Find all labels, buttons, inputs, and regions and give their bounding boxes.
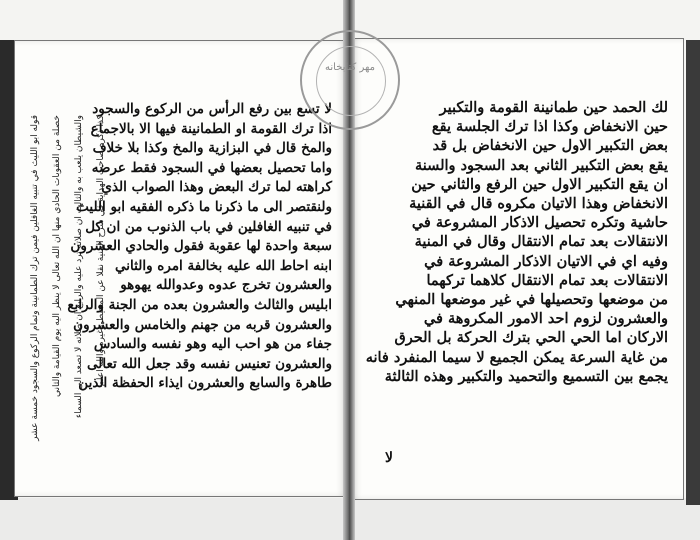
text-line: ابليس والثالث والعشرون بعده من الجنة والرابع (67, 296, 332, 313)
library-seal-stamp (300, 30, 400, 130)
text-line: طاهرة والسابع والعشرون ايذاء الحفظة الذين (78, 375, 332, 392)
text-line: يقع بعض التكبير الثاني بعد السجود والسنة (415, 156, 668, 174)
seal-inner-ring (316, 46, 386, 116)
text-line: الانخفاض وهذا الاتيان مكروه قال في القنية (409, 195, 668, 213)
margin-note-line: كذا ذكره صاحب الهداية في شرح المنية نقلا عن المحيط وغيره والله اعلم (96, 115, 106, 387)
text-line: كراهته لما ترك البعض وهذا الصواب الذي (101, 179, 332, 196)
text-line: من غاية السرعة يمكن الجميع لا سيما المنفرد فانه (365, 348, 668, 366)
seal-text: مهر كتابخانه (325, 62, 375, 73)
text-line: من موضعها وتحصيلها في غير موضعها المنهي (395, 291, 668, 309)
text-line: جفاء من هو احب اليه وهو نفسه والسادس (93, 336, 332, 353)
text-line: لا تسع بين رفع الرأس من الركوع والسجود (92, 101, 332, 117)
text-line: والعشرون لزوم احد الامور المكروهة في (423, 310, 668, 328)
margin-note-line: قوله ابو الليث في تنبيه الغافلين فيمن ترك الطمانينة وتمام الركوع والسجود خمسة عشر (30, 115, 40, 441)
text-line: اذا ترك القومة او الطمانينة فيها الا بالاجماع (90, 120, 332, 137)
text-line: ان يقع التكبير الاول حين الرفع والثاني حين (411, 175, 668, 193)
text-line: سبعة واحدة لها عقوبة فقول والحادي العشرون (70, 238, 332, 255)
text-line: في تنبيه الغافلين في باب الذنوب من ان كل (85, 218, 332, 235)
margin-note-line: خصلة من العقوبات الحادي منها ان الله تعالى لا ينظر اليه يوم القيامة والثاني (52, 115, 62, 397)
text-line: واما تحصيل بعضها في السجود فقط عرضه (91, 159, 332, 176)
text-line: الاركان اما الحي الحي بترك الحركة بل الحرق (394, 329, 668, 347)
text-line: حين الانخفاض وكذا اذا ترك الجلسة يقع (431, 118, 668, 136)
text-line: يجمع بين التسميع والتحميد والتكبير وهذه الثالثة (384, 367, 668, 385)
text-line: والمخ قال في البزازية والمخ وكذا بلا خلاف (92, 140, 332, 157)
text-line: والعشرون قربه من جهنم والخامس والعشرون (73, 316, 332, 333)
text-line: لك الحمد حين طمانينة القومة والتكبير (439, 99, 668, 116)
page-catchword: لا (385, 450, 393, 466)
text-line: الانتقالات بعد تمام الانتقال كلاهما تركهما (426, 271, 668, 289)
text-line: وفيه اي في الاتيان الاذكار المشروعة في (424, 252, 668, 270)
book-cover-right (686, 40, 700, 505)
text-line: الانتقالات بعد تمام الانتقال وقال في المنية (414, 233, 668, 251)
text-line: والعشرون تعنيس نفسه وقد جعل الله تعالى (87, 355, 332, 372)
right-page-main-text (360, 98, 668, 386)
text-line: حاشية وتكره تحصيل الاذكار المشروعة في (411, 214, 668, 232)
text-line: والعشرون تخرج عدوه وعدوالله يهوهو (120, 277, 332, 294)
margin-note-line: والشيطان يلعب به والثالث ان صلاته ترد عليه والرابع ان صلاته لا تصعد الى السماء (74, 115, 84, 419)
text-line: ابنه احاط الله عليه بخالفة امره والثاني (115, 257, 332, 274)
text-line: ولنقتصر الى ما ذكرنا ما ذكره الفقيه ابو الليث (76, 198, 332, 215)
text-line: بعض التكبير الاول حين الانخفاض بل قد (432, 137, 668, 155)
